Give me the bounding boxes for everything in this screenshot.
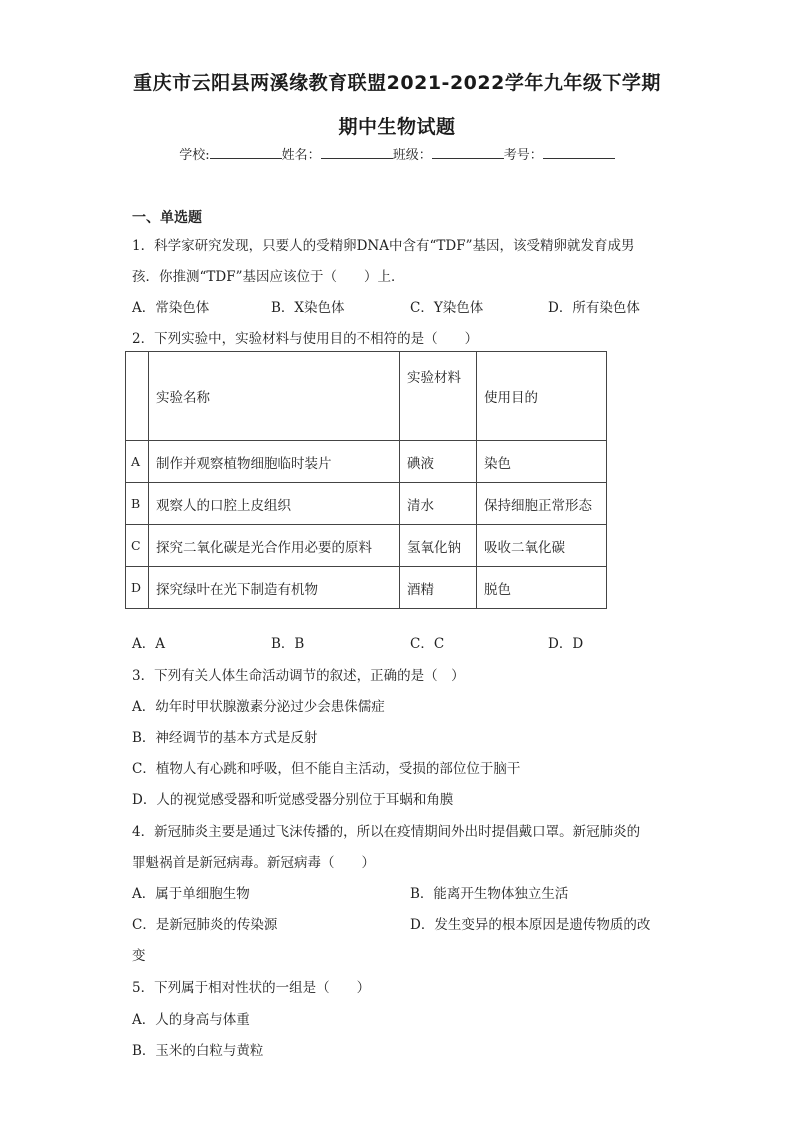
school-label: 学校: xyxy=(179,148,210,163)
row-experiment-name: 探究绿叶在光下制造有机物 xyxy=(149,567,400,609)
row-letter: A xyxy=(126,441,149,483)
section-heading: 一、单选题 xyxy=(132,210,202,226)
q1-stem-line1: 1．科学家研究发现，只要人的受精卵DNA中含有“TDF”基因，该受精卵就发育成男 xyxy=(132,238,635,254)
table-row xyxy=(126,525,607,567)
q3-stem: 3．下列有关人体生命活动调节的叙述，正确的是（ ） xyxy=(132,668,465,684)
q4-option-d-continued: 变 xyxy=(132,948,146,964)
table-header-purpose: 使用目的 xyxy=(477,352,607,441)
exam-title-line1: 重庆市云阳县两溪缘教育联盟2021-2022学年九年级下学期 xyxy=(133,72,661,94)
school-blank xyxy=(210,146,282,159)
table-row xyxy=(126,567,607,609)
q4-option-a: A．属于单细胞生物 xyxy=(132,886,250,902)
row-experiment-name: 观察人的口腔上皮组织 xyxy=(149,483,400,525)
q3-option-b: B．神经调节的基本方式是反射 xyxy=(132,730,318,746)
q1-option-a: A．常染色体 xyxy=(132,300,210,316)
q2-option-a: A．A xyxy=(132,636,165,652)
class-blank xyxy=(432,146,504,159)
q4-option-d: D．发生变异的根本原因是遗传物质的改 xyxy=(410,917,651,933)
exam-title-line2: 期中生物试题 xyxy=(338,116,456,138)
q2-experiment-table xyxy=(125,351,607,609)
q3-option-c: C．植物人有心跳和呼吸，但不能自主活动，受损的部位位于脑干 xyxy=(132,761,521,777)
q4-stem-line1: 4．新冠肺炎主要是通过飞沫传播的，所以在疫情期间外出时提倡戴口罩。新冠肺炎的 xyxy=(132,824,641,840)
row-purpose: 吸收二氧化碳 xyxy=(477,525,607,567)
table-row xyxy=(126,483,607,525)
q5-stem: 5．下列属于相对性状的一组是（ ） xyxy=(132,980,371,996)
q2-option-d: D．D xyxy=(548,636,584,652)
q2-option-c: C．C xyxy=(410,636,445,652)
number-label: 考号： xyxy=(503,148,543,163)
q1-option-d: D．所有染色体 xyxy=(548,300,640,316)
row-purpose: 保持细胞正常形态 xyxy=(477,483,607,525)
q2-option-b: B．B xyxy=(271,636,305,652)
table-header-row xyxy=(126,352,607,441)
q1-stem-line2: 孩．你推测“TDF”基因应该位于（ ）上． xyxy=(132,269,405,285)
class-label: 班级： xyxy=(392,148,432,163)
q2-stem: 2．下列实验中，实验材料与使用目的不相符的是（ ） xyxy=(132,331,479,347)
row-material: 清水 xyxy=(400,483,477,525)
table-row xyxy=(126,441,607,483)
table-header-name: 实验名称 xyxy=(149,352,400,441)
row-letter: B xyxy=(126,483,149,525)
row-purpose: 脱色 xyxy=(477,567,607,609)
q3-option-a: A．幼年时甲状腺激素分泌过少会患侏儒症 xyxy=(132,699,385,715)
row-letter: D xyxy=(126,567,149,609)
q4-stem-line2: 罪魁祸首是新冠病毒。新冠病毒（ ） xyxy=(132,855,375,871)
row-experiment-name: 制作并观察植物细胞临时装片 xyxy=(149,441,400,483)
row-experiment-name: 探究二氧化碳是光合作用必要的原料 xyxy=(149,525,400,567)
row-purpose: 染色 xyxy=(477,441,607,483)
q3-option-d: D．人的视觉感受器和听觉感受器分别位于耳蜗和角膜 xyxy=(132,792,454,808)
q4-option-c: C．是新冠肺炎的传染源 xyxy=(132,917,278,933)
q1-option-b: B．X染色体 xyxy=(271,300,345,316)
table-header-blank xyxy=(126,352,149,441)
name-label: 姓名： xyxy=(281,148,321,163)
table-header-material: 实验材料 xyxy=(400,352,477,441)
q5-option-a: A．人的身高与体重 xyxy=(132,1012,250,1028)
row-material: 酒精 xyxy=(400,567,477,609)
q1-option-c: C．Y染色体 xyxy=(410,300,484,316)
row-material: 碘液 xyxy=(400,441,477,483)
q5-option-b: B．玉米的白粒与黄粒 xyxy=(132,1043,264,1059)
q4-option-b: B．能离开生物体独立生活 xyxy=(410,886,569,902)
row-letter: C xyxy=(126,525,149,567)
name-blank xyxy=(321,146,393,159)
number-blank xyxy=(543,146,615,159)
student-info-row xyxy=(0,144,794,163)
row-material: 氢氧化钠 xyxy=(400,525,477,567)
